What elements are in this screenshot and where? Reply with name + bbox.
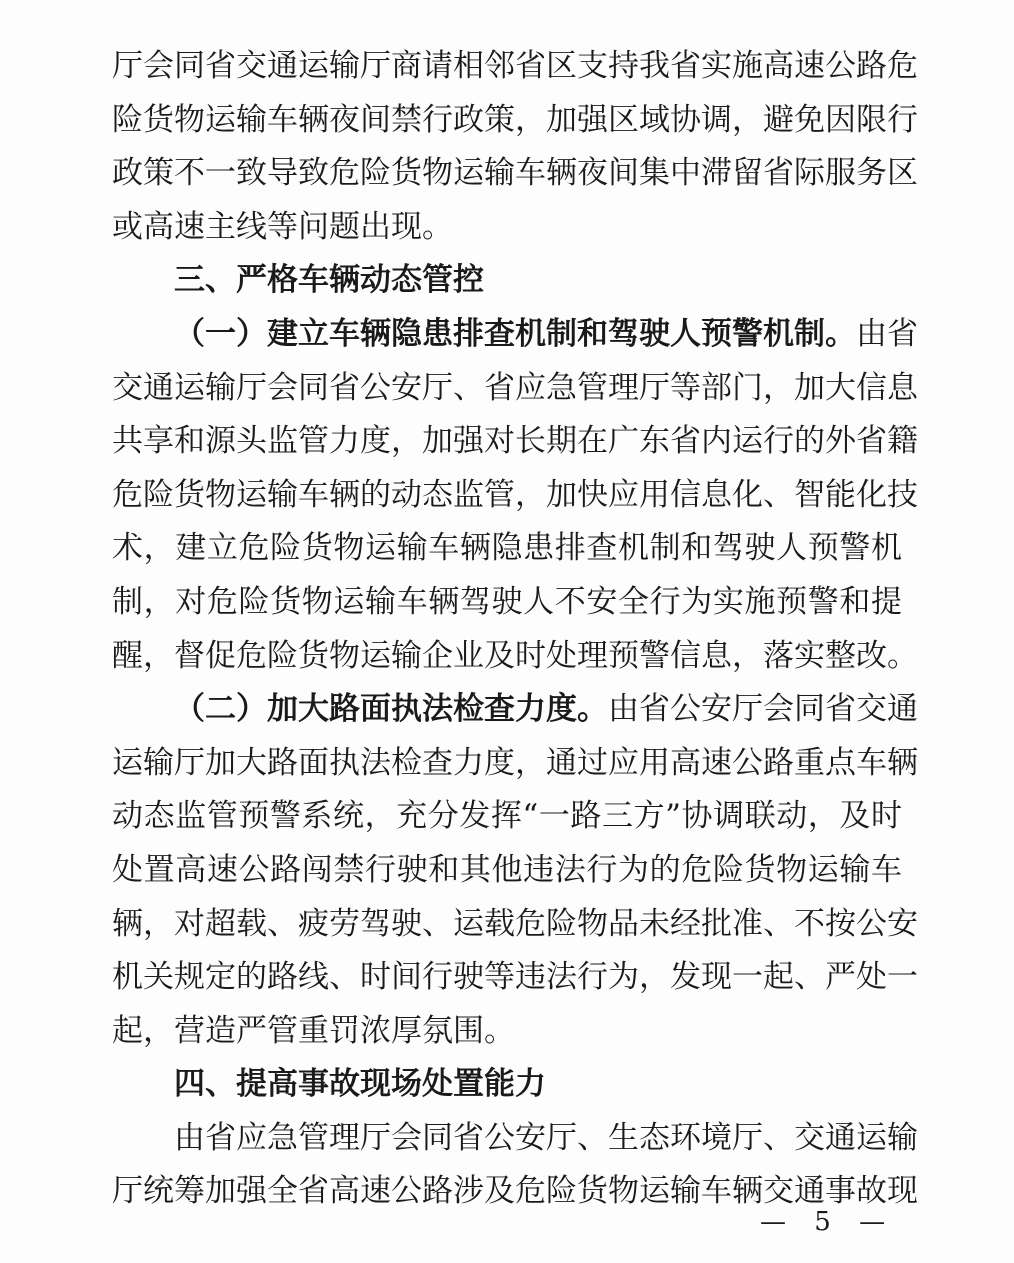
item-2-first-line <box>112 683 918 737</box>
paragraph-line: 危险货物运输车辆的动态监管，加快应用信息化、智能化技 <box>112 476 918 513</box>
item-2-first-line-text: 由省公安厅会同省交通 <box>608 691 918 728</box>
paragraph-line: 术，建立危险货物运输车辆隐患排查机制和驾驶人预警机 <box>112 530 902 567</box>
item-1-first-line <box>112 308 918 362</box>
paragraph-line: 厅会同省交通运输厅商请相邻省区支持我省实施高速公路危 <box>112 48 918 84</box>
section-heading-4: 四、提高事故现场处置能力 <box>174 1066 546 1103</box>
paragraph-line: 处置高速公路闯禁行驶和其他违法行为的危险货物运输车 <box>112 851 902 888</box>
paragraph-line: 由省应急管理厅会同省公安厅、生态环境厅、交通运输 <box>174 1119 918 1156</box>
paragraph-line: 机关规定的路线、时间行驶等违法行为，发现一起、严处一 <box>112 959 918 996</box>
paragraph-line: 险货物运输车辆夜间禁行政策，加强区域协调，避免因限行 <box>112 101 918 138</box>
paragraph-line: 政策不一致导致危险货物运输车辆夜间集中滞留省际服务区 <box>112 155 918 192</box>
paragraph-line: 醒，督促危险货物运输企业及时处理预警信息，落实整改。 <box>112 637 918 674</box>
paragraph-line: 厅统筹加强全省高速公路涉及危险货物运输车辆交通事故现 <box>112 1173 918 1210</box>
item-2-subheading: （二）加大路面执法检查力度。 <box>174 691 608 728</box>
page-number: — 5 — <box>760 1207 896 1237</box>
paragraph-line: 交通运输厅会同省公安厅、省应急管理厅等部门，加大信息 <box>112 369 918 406</box>
paragraph-line: 动态监管预警系统，充分发挥“一路三方”协调联动，及时 <box>112 798 902 835</box>
paragraph-line: 辆，对超载、疲劳驾驶、运载危险物品未经批准、不按公安 <box>112 905 918 942</box>
paragraph-line: 运输厅加大路面执法检查力度，通过应用高速公路重点车辆 <box>112 744 918 781</box>
paragraph-line: 制，对危险货物运输车辆驾驶人不安全行为实施预警和提 <box>112 583 902 620</box>
paragraph-line: 起，营造严管重罚浓厚氛围。 <box>112 1012 515 1049</box>
item-1-subheading: （一）建立车辆隐患排查机制和驾驶人预警机制。 <box>174 315 856 352</box>
section-heading-3: 三、严格车辆动态管控 <box>174 262 484 299</box>
document-body <box>112 40 918 1219</box>
paragraph-line: 或高速主线等问题出现。 <box>112 208 453 245</box>
item-1-first-line-text: 由省 <box>856 315 918 352</box>
paragraph-line: 共享和源头监管力度，加强对长期在广东省内运行的外省籍 <box>112 423 918 460</box>
